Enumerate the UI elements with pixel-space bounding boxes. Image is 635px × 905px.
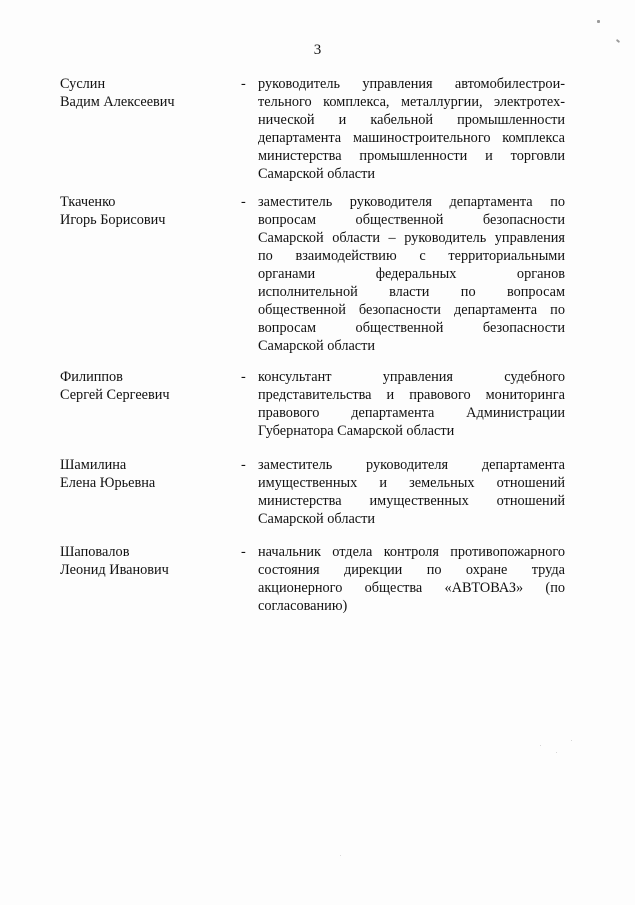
desc-line: вопросам общественной безопасности [258,320,565,336]
desc-line: заместитель руководителя департамента по [258,194,565,210]
given-names: Игорь Борисович [60,212,166,228]
given-names: Вадим Алексеевич [60,94,175,110]
desc-line: Самарской области [258,338,376,354]
desc-line: начальник отдела контроля противопожарного [258,544,565,560]
desc-line: консультант управления судебного [258,369,565,385]
position-description [258,368,565,440]
position-description [258,543,565,615]
given-names: Сергей Сергеевич [60,387,170,403]
desc-line: органами федеральных органов [258,266,565,282]
surname: Шамилина [60,457,127,473]
desc-line: исполнительной власти по вопросам [258,284,565,300]
dash: - [241,76,246,92]
desc-line: руководитель управления автомобилестрои- [258,76,565,92]
desc-line: тельного комплекса, металлургии, электротех- [258,94,565,110]
desc-line: министерства промышленности и торговли [258,148,565,164]
position-description [258,456,565,528]
surname: Суслин [60,76,106,92]
person-name [60,456,240,492]
desc-line: вопросам общественной безопасности [258,212,565,228]
desc-line: департамента машиностроительного комплекса [258,130,565,146]
dash: - [241,457,246,473]
position-description [258,75,565,183]
dash: - [241,369,246,385]
position-description [258,193,565,355]
scan-speck [556,752,557,753]
desc-line: заместитель руководителя департамента [258,457,565,473]
scan-speck [597,20,600,23]
page-number: 3 [313,42,322,58]
surname: Шаповалов [60,544,130,560]
desc-line: Самарской области [258,511,376,527]
desc-line: Губернатора Самарской области [258,423,455,439]
scan-speck [571,740,572,741]
desc-line: Самарской области – руководитель управления [258,230,565,246]
desc-line: правового департамента Администрации [258,405,565,421]
person-name [60,543,240,579]
desc-line: общественной безопасности департамента по [258,302,565,318]
dash: - [241,194,246,210]
desc-line: нической и кабельной промышленности [258,112,565,128]
scan-speck [340,855,341,856]
dash: - [241,544,246,560]
desc-line: Самарской области [258,166,376,182]
desc-line: имущественных и земельных отношений [258,475,565,491]
given-names: Елена Юрьевна [60,475,156,491]
desc-line: состояния дирекции по охране труда [258,562,565,578]
desc-line: согласованию) [258,598,348,614]
given-names: Леонид Иванович [60,562,169,578]
surname: Ткаченко [60,194,116,210]
scan-speck [540,745,541,746]
person-name [60,193,240,229]
desc-line: министерства имущественных отношений [258,493,565,509]
desc-line: акционерного общества «АВТОВАЗ» (по [258,580,565,596]
desc-line: по взаимодействию с территориальными [258,248,565,264]
desc-line: представительства и правового мониторинга [258,387,565,403]
surname: Филиппов [60,369,123,385]
person-name [60,75,240,111]
person-name [60,368,240,404]
